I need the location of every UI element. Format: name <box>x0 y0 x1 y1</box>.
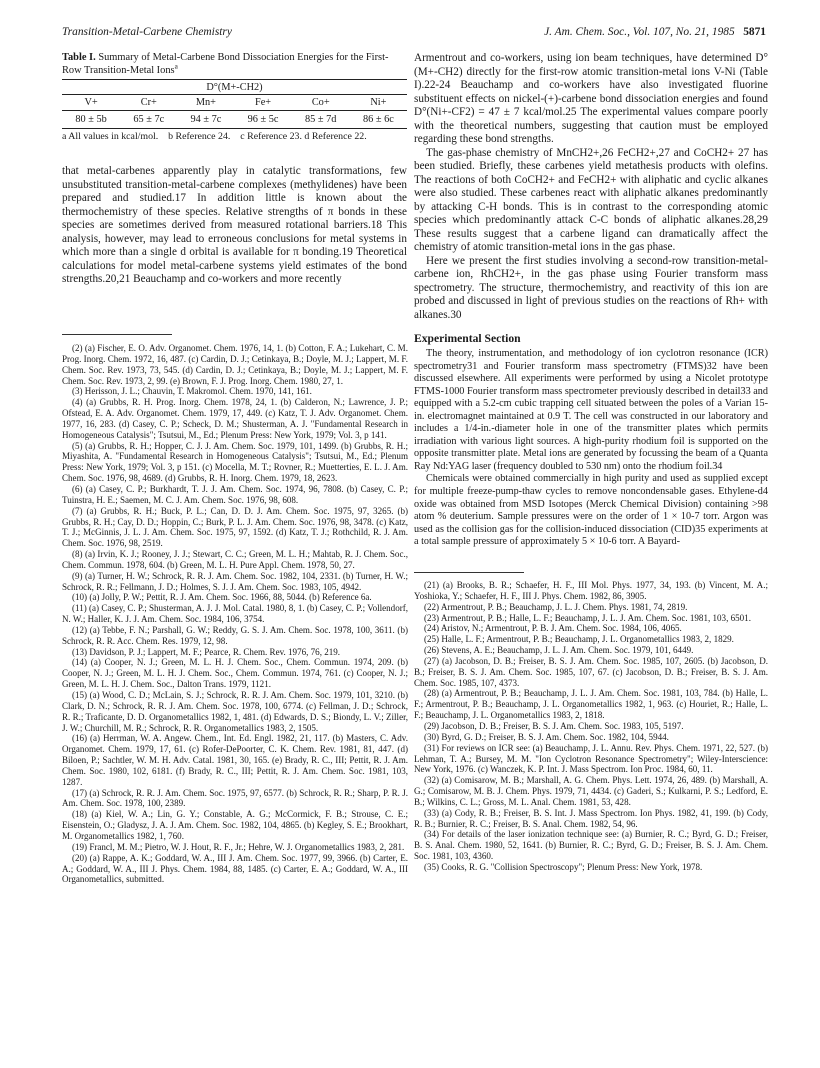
reference-entry: (15) (a) Wood, C. D.; McLain, S. J.; Schrock, R. R. J. Am. Chem. Soc. 1979, 101, 3210. (b) Clark, D. N.; Schrock, R. R. J. Am. Chem. Soc. 1978, 100, 6774. (c) Fellman, J. D.; Schrock, R. R.; Traficante, D. D. Organometallics 1982, 1, 481. (d) Edwards, D. S.; Biondy, L. V.; Ziller, J. W.; Churchill, M. R.; Schrock, R. R. Organometallics 1983, 2, 1505. <box>62 690 408 733</box>
table-caption-note: a <box>174 62 178 71</box>
experimental-paragraph: Chemicals were obtained commercially in high purity and used as supplied except for multiple freeze-pump-thaw cycles to remove noncondensable gases. Ethylene-d4 oxide was obtained from MSD Isotopes (Merck Chemical Division) containing >98 atom % deuterium. Sample pressures were on the order of 1 × 10-7 torr. Argon was used as the collision gas for the collision-induced dissociation (CID)35 experiments at a total sample pressure of approximately 5 × 10-6 torr. A Bayard- <box>414 473 768 548</box>
table-label: Table I. <box>62 52 96 63</box>
reference-entry: (34) For details of the laser ionization technique see: (a) Burnier, R. C.; Byrd, G. D.; Freiser, B. S. Anal. Chem. 1980, 52, 1641. (b) Burnier, R. C.; Byrd, G. D.; Freiser, B. S. J. Am. Chem. Soc. 1981, 103, 4360. <box>414 829 768 862</box>
table-caption-text: Summary of Metal-Carbene Bond Dissociation Energies for the First-Row Transition-Metal Ions <box>62 52 389 76</box>
reference-entry: (14) (a) Cooper, N. J.; Green, M. L. H. J. Chem. Soc., Chem. Commun. 1974, 209. (b) Cooper, N. J.; Green, M. L. H. J. Chem. Soc., Chem. Commun. 1974, 761. (c) Cooper, N. J.; Green, M. L. H. J. Chem. Soc., Dalton Trans. 1979, 1121. <box>62 657 408 690</box>
reference-entry: (9) (a) Turner, H. W.; Schrock, R. R. J. Am. Chem. Soc. 1982, 104, 2331. (b) Turner, H. W.; Schrock, R. R.; Fellmann, J. D.; Holmes, S. J. J. Am. Chem. Soc. 1983, 105, 4942. <box>62 570 408 592</box>
left-column <box>62 52 407 287</box>
right-body-paragraph: Armentrout and co-workers, using ion beam techniques, have determined D°(M+-CH2) directly for the first-row atomic transition-metal ions V-Ni (Table I).22-24 Beauchamp and co-workers have also investigated fluorine substituent effects on nickel-(+)-carbene bond dissociation energies and found D°(Ni+-CF2) = 47 ± 7 kcal/mol.25 The experimental values compare poorly with the theoretical numbers, suggesting that caution must be employed regarding these bond strengths. <box>414 52 768 145</box>
reference-entry: (35) Cooks, R. G. "Collision Spectroscopy"; Plenum Press: New York, 1978. <box>424 861 703 872</box>
table-footnotes <box>62 131 407 143</box>
reference-entry: (25) Halle, L. F.; Armentrout, P. B.; Beauchamp, J. L. Organometallics 1983, 2, 1829. <box>424 634 734 645</box>
left-body-paragraph: that metal-carbenes apparently play in catalytic transformations, few unsubstituted transition-metal-carbene complexes (methylidenes) have been prepared and studied.17 In addition little is known about the thermochemistry of these species. Relative strengths of π bonds in these species are sometimes derived from measured rotational barriers.18 This analysis, however, may lead to erroneous conclusions for metal systems in which more than a single d orbital is available for π bonding.19 Theoretical calculations for model metal-carbene systems yield estimates of the bond strengths.20,21 Beauchamp and co-workers and more recently <box>62 165 407 286</box>
reference-entry: (33) (a) Cody, R. B.; Freiser, B. S. Int. J. Mass Spectrom. Ion Phys. 1982, 41, 199. (b) Cody, R. B.; Burnier, R. C.; Freiser, B. S. Anal. Chem. 1982, 54, 96. <box>414 807 768 829</box>
reference-entry: (16) (a) Herrman, W. A. Angew. Chem., Int. Ed. Engl. 1982, 21, 117. (b) Masters, C. Adv. Organomet. Chem. 1979, 17, 61. (c) Rofer-DePoorter, C. K. Chem. Rev. 1981, 81, 447. (d) Biloen, P.; Sachtler, W. M. H. Adv. Catal. 1981, 30, 165. (e) Brady, R. C., III; Pettit, R. J. Am. Chem. Soc. 1980, 102, 6181. (f) Brady, R. C., III; Pettit, R. J. Am. Chem. Soc. 1981, 103, 1287. <box>62 733 408 787</box>
reference-entry: (18) (a) Kiel, W. A.; Lin, G. Y.; Constable, A. G.; McCormick, F. B.; Strouse, C. E.; Eisenstein, O.; Gladysz, J. A. J. Am. Chem. Soc. 1982, 104, 4865. (b) Kegley, S. E.; Brookhart, M. Organometallics 1982, 1, 760. <box>62 809 408 841</box>
experimental-paragraph: The theory, instrumentation, and methodology of ion cyclotron resonance (ICR) spectrometry31 and Fourier transform mass spectrometry (FTMS)32 have been discussed elsewhere. All experiments were performed by using a Nicolet prototype FTMS-1000 Fourier transform mass spectrometer previously described in detail33 and equipped with a 5.2-cm cubic trapping cell situated between the poles of a Varian 15-in. electromagnet maintained at 0.9 T. The cell was constructed in our laboratory and includes a 1/4-in.-diameter hole in one of the transmitter plates which permits irradiation with various light sources. A high-purity rhodium foil is supported on the opposite transmitter plate. Metal ions are generated by focussing the beam of a Quanta Ray Nd:YAG laser (frequency doubled to 530 nm) onto the rhodium foil.34 <box>414 348 768 472</box>
ion-label: Ni+ <box>350 95 407 111</box>
bde-value: 85 ± 7d <box>292 111 350 129</box>
reference-entry: (23) Armentrout, P. B.; Halle, L. F.; Beauchamp, J. L. J. Am. Chem. Soc. 1981, 103, 6501. <box>424 612 751 623</box>
reference-entry: (7) (a) Grubbs, R. H.; Buck, P. L.; Can, D. D. J. Am. Chem. Soc. 1975, 97, 3265. (b) Grubbs, R. H.; Cay, D. D.; Hoppin, C.; Burk, P. L. J. Am. Chem. Soc. 1976, 98, 3478. (c) Katz, T. J.; McGinnis, J. L. J. Am. Chem. Soc. 1975, 97, 1592. (d) Katz, T. J.; Rothchild, R. J. Am. Chem. Soc. 1976, 98, 2519. <box>62 505 408 549</box>
ion-label: Cr+ <box>120 95 177 111</box>
right-body-paragraph: The gas-phase chemistry of MnCH2+,26 FeCH2+,27 and CoCH2+ 27 has been studied. Briefly, these carbenes yield metathesis products with olefins. The reactions of both CoCH2+ and FeCH2+ with aliphatic and cyclic alkanes were also studied. These carbenes react with aliphatic alkanes predominantly by attacking C-H bonds. This is in contrast to the corresponding atomic species which predominantly attack C-C bonds of aliphatic alkanes.28,29 These results suggest that a carbene ligand can dramatically affect the chemistry of atomic transition-metal ions in the gas phase. <box>414 146 768 253</box>
table-footnote: c Reference 23. <box>240 131 302 143</box>
reference-entry: (19) Francl, M. M.; Pietro, W. J. Hout, R. F., Jr.; Hehre, W. J. Organometallics 1983, 2, 281. <box>72 841 405 852</box>
bde-value: 65 ± 7c <box>120 111 177 129</box>
section-heading: Experimental Section <box>414 332 521 345</box>
bde-value: 80 ± 5b <box>62 111 120 129</box>
table-header: D°(M+-CH2) <box>62 80 407 95</box>
reference-entry: (27) (a) Jacobson, D. B.; Freiser, B. S. J. Am. Chem. Soc. 1985, 107, 2605. (b) Jacobson, D. B.; Freiser, B. S. J. Am. Chem. Soc. 1985, 107, 67. (c) Jacobson, D. B.; Freiser, B. S. J. Am. Chem. Soc. 1985, 107, 4373. <box>414 655 768 688</box>
reference-entry: (30) Byrd, G. D.; Freiser, B. S. J. Am. Chem. Soc. 1982, 104, 5944. <box>424 731 669 742</box>
reference-entry: (20) (a) Rappe, A. K.; Goddard, W. A., III J. Am. Chem. Soc. 1977, 99, 3966. (b) Carter, E. A.; Goddard, W. A., III J. Phys. Chem. 1984, 88, 1485. (c) Carter, E. A.; Goddard, W. A., III Organometallics, submitted. <box>62 852 408 885</box>
running-head-title: Transition-Metal-Carbene Chemistry <box>62 26 232 38</box>
reference-entry: (10) (a) Jolly, P. W.; Pettit, R. J. Am. Chem. Soc. 1966, 88, 5044. (b) Reference 6a. <box>72 592 372 603</box>
table-footnote: a All values in kcal/mol. <box>62 131 159 143</box>
ion-label: Co+ <box>292 95 350 111</box>
table-footnote: b Reference 24. <box>168 131 231 143</box>
reference-entry: (6) (a) Casey, C. P.; Burkhardt, T. J. J. Am. Chem. Soc. 1974, 96, 7808. (b) Casey, C. P.; Tuinstra, H. E.; Saemen, M. C. J. Am. Chem. Soc. 1976, 98, 608. <box>62 483 408 505</box>
reference-entry: (29) Jacobson, D. B.; Freiser, B. S. J. Am. Chem. Soc. 1983, 105, 5197. <box>424 720 684 731</box>
reference-entry: (5) (a) Grubbs, R. H.; Hopper, C. J. J. Am. Chem. Soc. 1979, 101, 1499. (b) Grubbs, R. H.; Miyashita, A. "Fundamental Research in Homogeneous Catalysis"; Tsutsui, M., Ed.; Plenum Press: New York, 1979; Vol. 3, p 151. (c) Mocella, M. T.; Rovner, R.; Muetterties, E. L. J. Am. Chem. Soc. 1976, 98, 4689. (d) Grubbs, R. H. Inorg. Chem. 1979, 18, 2623. <box>62 440 408 484</box>
table-caption <box>62 52 407 77</box>
journal-citation: J. Am. Chem. Soc., Vol. 107, No. 21, 1985 <box>544 26 735 38</box>
value-row <box>62 111 407 129</box>
reference-entry: (21) (a) Brooks, B. R.; Schaefer, H. F., III Mol. Phys. 1977, 34, 193. (b) Vincent, M. A.; Yoshioka, Y.; Schaefer, H. F., III J. Phys. Chem. 1982, 86, 3905. <box>414 580 768 601</box>
reference-entry: (8) (a) Irvin, K. J.; Rooney, J. J.; Stewart, C. C.; Green, M. L. H.; Mahtab, R. J. Chem. Soc., Chem. Commun. 1978, 604. (b) Green, M. L. H. Pure Appl. Chem. 1978, 50, 27. <box>62 549 408 570</box>
reference-entry: (24) Aristov, N.; Armentrout, P. B. J. Am. Chem. Soc. 1984, 106, 4065. <box>424 623 682 634</box>
footnote-rule-right <box>414 572 524 573</box>
table-footnote: d Reference 22. <box>304 131 367 143</box>
reference-entry: (22) Armentrout, P. B.; Beauchamp, J. L. J. Chem. Phys. 1981, 74, 2819. <box>424 601 688 612</box>
reference-entry: (12) (a) Tebbe, F. N.; Parshall, G. W.; Reddy, G. S. J. Am. Chem. Soc. 1978, 100, 3611. (b) Schrock, R. R. Acc. Chem. Res. 1979, 12, 98. <box>62 624 408 646</box>
ion-label: Fe+ <box>234 95 291 111</box>
running-head-journal <box>544 26 766 38</box>
ion-label: V+ <box>62 95 120 111</box>
reference-entry: (2) (a) Fischer, E. O. Adv. Organomet. Chem. 1976, 14, 1. (b) Cotton, F. A.; Lukehart, C. M. Prog. Inorg. Chem. 1972, 16, 487. (c) Cardin, D. J.; Cetinkaya, B.; Doyle, M. J.; Lappert, M. F. Chem. Soc. Rev. 1973, 73, 545. (d) Cardin, D. J.; Cetinkaya, B.; Doyle, M. J.; Lappert, M. F. Chem. Soc. Rev. 1973, 2, 99. (e) Brown, F. J. Prog. Inorg. Chem. 1980, 27, 1. <box>62 343 408 386</box>
references-right <box>414 580 768 873</box>
bde-value: 96 ± 5c <box>234 111 291 129</box>
reference-entry: (11) (a) Casey, C. P.; Shusterman, A. J. J. Mol. Catal. 1980, 8, 1. (b) Casey, C. P.; Vollendorf, N. W.; Haller, K. J. J. Am. Chem. Soc. 1984, 106, 3754. <box>62 603 408 625</box>
reference-entry: (26) Stevens, A. E.; Beauchamp, J. L. J. Am. Chem. Soc. 1979, 101, 6449. <box>424 645 694 656</box>
references-left <box>62 343 408 885</box>
bde-value: 86 ± 6c <box>350 111 407 129</box>
right-column <box>414 52 768 549</box>
reference-entry: (13) Davidson, P. J.; Lappert, M. F.; Pearce, R. Chem. Rev. 1976, 76, 219. <box>72 646 341 657</box>
footnote-rule-left <box>62 334 172 335</box>
reference-entry: (28) (a) Armentrout, P. B.; Beauchamp, J. L. J. Am. Chem. Soc. 1981, 103, 784. (b) Halle, L. F.; Armentrout, P. B.; Beauchamp, J. L. Organometallics 1982, 1, 963. (c) Houriet, R.; Halle, L. F.; Beauchamp, J. L. Organometallics 1983, 2, 1818. <box>414 688 768 721</box>
reference-entry: (32) (a) Comisarow, M. B.; Marshall, A. G. Chem. Phys. Lett. 1974, 26, 489. (b) Marshall, A. G.; Comisarow, M. B. J. Chem. Phys. 1979, 71, 4434. (c) Gaderi, S.; Kulkarni, P. S.; Ledford, E. B.; Wilkins, C. L.; Gross, M. L. Anal. Chem. 1981, 53, 428. <box>414 775 768 807</box>
reference-entry: (3) Herisson, J. L.; Chauvin, T. Makromol. Chem. 1970, 141, 161. <box>72 386 312 397</box>
reference-entry: (4) (a) Grubbs, R. H. Prog. Inorg. Chem. 1978, 24, 1. (b) Calderon, N.; Lawrence, J. P.; Ofstead, E. A. Adv. Organomet. Chem. 1979, 17, 449. (c) Katz, T. J. Adv. Organomet. Chem. 1977, 16, 283. (d) Casey, C. P.; Scheck, D. M.; Shusterman, A. J. "Fundamental Research in Homogeneous Catalysis"; Tsutsui, M., Ed.; Plenum Press: New York, 1979; Vol. 3, p 141. <box>62 397 408 440</box>
right-body-paragraph: Here we present the first studies involving a second-row transition-metal-carbene ion, RhCH2+, in the gas phase using Fourier transform mass spectrometry. The structure, thermochemistry, and reactivity of this ion are probed and discussed in light of previous studies on the reactions of Rh+ with alkanes.30 <box>414 254 768 321</box>
page-number: 5871 <box>743 26 766 38</box>
table-i <box>62 52 407 143</box>
ion-label: Mn+ <box>177 95 234 111</box>
bde-value: 94 ± 7c <box>177 111 234 129</box>
bond-energy-table <box>62 79 407 129</box>
reference-entry: (17) (a) Schrock, R. R. J. Am. Chem. Soc. 1975, 97, 6577. (b) Schrock, R. R.; Sharp, P. R. J. Am. Chem. Soc. 1978, 100, 2389. <box>62 787 408 809</box>
ion-header-row <box>62 95 407 111</box>
reference-entry: (31) For reviews on ICR see: (a) Beauchamp, J. L. Annu. Rev. Phys. Chem. 1971, 22, 527. (b) Lehman, T. A.; Bursey, M. M. "Ion Cyclotron Resonance Spectrometry"; Wiley-Interscience: New York, 1976. (c) Wanczek, K. P. Int. J. Mass Spectrom. Ion Proc. 1984, 60, 11. <box>414 742 768 775</box>
